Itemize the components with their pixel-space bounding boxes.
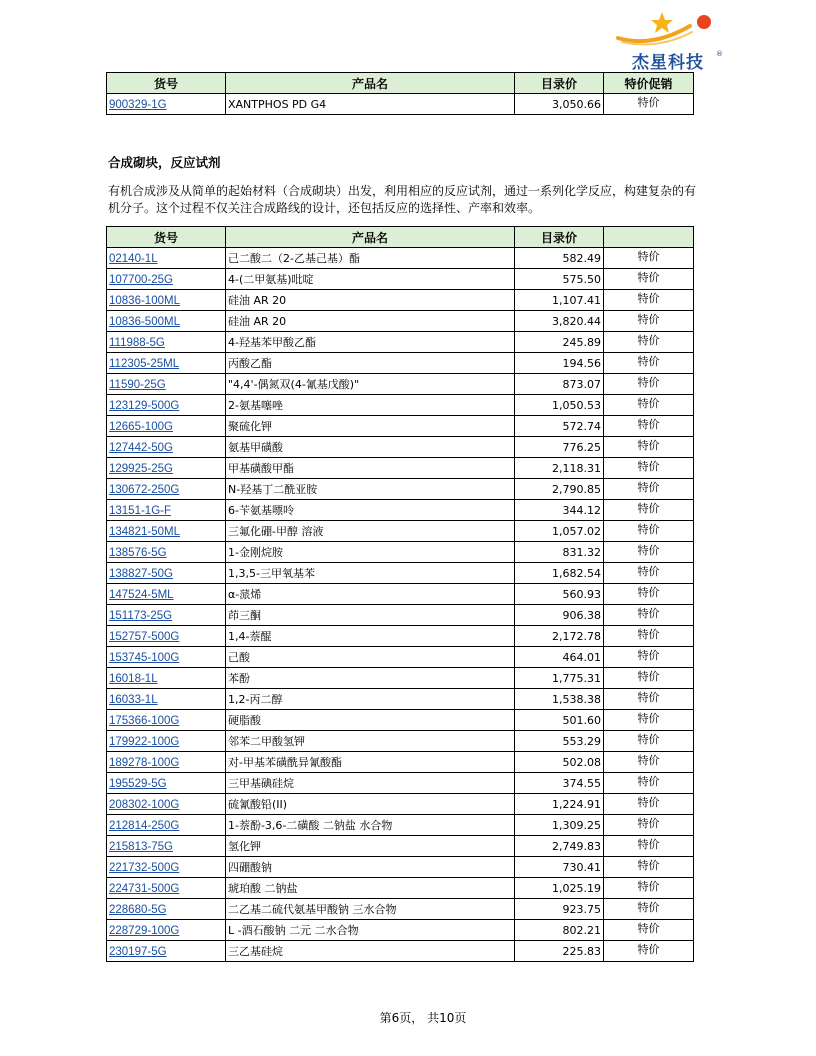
table-row: [107, 395, 694, 416]
table-row: [107, 920, 694, 941]
product-code-cell: [107, 479, 226, 500]
product-name: 丙酸乙酯: [226, 353, 515, 374]
promo-label: 特价: [604, 542, 694, 563]
table-row: [107, 626, 694, 647]
product-name: 己二酸二（2-乙基己基）酯: [226, 248, 515, 269]
catalog-price: 572.74: [515, 416, 604, 437]
product-name: 茚三酮: [226, 605, 515, 626]
catalog-price: 560.93: [515, 584, 604, 605]
product-code-cell: [107, 689, 226, 710]
table-row: [107, 710, 694, 731]
promo-label: 特价: [604, 395, 694, 416]
catalog-price: 1,309.25: [515, 815, 604, 836]
table-row: [107, 500, 694, 521]
product-name: 氨基甲磺酸: [226, 437, 515, 458]
promo-label: 特价: [604, 878, 694, 899]
product-code-cell: [107, 374, 226, 395]
catalog-price: 344.12: [515, 500, 604, 521]
product-code-cell: [107, 353, 226, 374]
table-row: [107, 521, 694, 542]
catalog-price: 730.41: [515, 857, 604, 878]
column-header: 产品名: [226, 73, 515, 94]
product-name: 1,2-丙二醇: [226, 689, 515, 710]
product-name: 1-金刚烷胺: [226, 542, 515, 563]
product-name: XANTPHOS PD G4: [226, 94, 515, 115]
table-row: [107, 878, 694, 899]
product-name: 4-(二甲氨基)吡啶: [226, 269, 515, 290]
logo-text: 杰星科技: [632, 53, 704, 73]
promo-label: 特价: [604, 458, 694, 479]
product-name: 琥珀酸 二钠盐: [226, 878, 515, 899]
table-row: [107, 899, 694, 920]
section-description: 有机合成涉及从简单的起始材料（合成砌块）出发，利用相应的反应试剂，通过一系列化学反应，构建复杂的有机分子。这个过程不仅关注合成路线的设计，还包括反应的选择性、产率和效率。: [108, 184, 697, 215]
product-code-cell: [107, 731, 226, 752]
product-code-link[interactable]: 228680-5G: [109, 903, 167, 916]
catalog-price: 1,775.31: [515, 668, 604, 689]
product-code-link[interactable]: 147524-5ML: [109, 588, 174, 601]
catalog-price: 831.32: [515, 542, 604, 563]
promo-label: 特价: [604, 710, 694, 731]
catalog-price: 2,118.31: [515, 458, 604, 479]
product-table-top: [106, 72, 694, 115]
product-code-link[interactable]: 221732-500G: [109, 861, 180, 874]
catalog-price: 1,050.53: [515, 395, 604, 416]
column-header: 目录价: [515, 73, 604, 94]
table-row: [107, 731, 694, 752]
promo-label: 特价: [604, 311, 694, 332]
product-code-cell: [107, 500, 226, 521]
promo-label: 特价: [604, 374, 694, 395]
product-code-link[interactable]: 134821-50ML: [109, 525, 180, 538]
product-code-link[interactable]: 130672-250G: [109, 483, 180, 496]
table-row: [107, 248, 694, 269]
promo-label: 特价: [604, 752, 694, 773]
product-name: 2-氨基噻唑: [226, 395, 515, 416]
product-code-link[interactable]: 189278-100G: [109, 756, 180, 769]
product-table-main: [106, 226, 694, 962]
product-code-link[interactable]: 151173-25G: [109, 609, 173, 622]
catalog-price: 873.07: [515, 374, 604, 395]
product-name: 二乙基二硫代氨基甲酸钠 三水合物: [226, 899, 515, 920]
product-name: 三氟化硼-甲醇 溶液: [226, 521, 515, 542]
product-name: 己酸: [226, 647, 515, 668]
product-code-cell: [107, 542, 226, 563]
promo-label: 特价: [604, 647, 694, 668]
product-code-cell: [107, 437, 226, 458]
catalog-price: 906.38: [515, 605, 604, 626]
promo-label: 特价: [604, 500, 694, 521]
product-code-link[interactable]: 212814-250G: [109, 819, 180, 832]
catalog-price: 1,682.54: [515, 563, 604, 584]
promo-label: 特价: [604, 857, 694, 878]
product-code-link[interactable]: 111988-5G: [109, 336, 165, 349]
product-code-cell: [107, 290, 226, 311]
product-code-link[interactable]: 123129-500G: [109, 399, 180, 412]
product-name: N-羟基丁二酰亚胺: [226, 479, 515, 500]
product-name: 硅油 AR 20: [226, 290, 515, 311]
catalog-price: 501.60: [515, 710, 604, 731]
product-code-cell: [107, 920, 226, 941]
product-name: "4,4'-偶氮双(4-氰基戊酸)": [226, 374, 515, 395]
table-row: [107, 458, 694, 479]
product-code-cell: [107, 668, 226, 689]
promo-label: 特价: [604, 521, 694, 542]
table-row: [107, 941, 694, 962]
product-code-cell: [107, 710, 226, 731]
product-code-cell: [107, 311, 226, 332]
product-code-link[interactable]: 127442-50G: [109, 441, 173, 454]
product-code-link[interactable]: 230197-5G: [109, 945, 167, 958]
product-code-cell: [107, 752, 226, 773]
product-code-cell: [107, 521, 226, 542]
product-code-link[interactable]: 02140-1L: [109, 252, 158, 265]
product-name: 苯酚: [226, 668, 515, 689]
catalog-price: 575.50: [515, 269, 604, 290]
table-row: [107, 836, 694, 857]
product-code-cell: [107, 836, 226, 857]
table-row: [107, 332, 694, 353]
catalog-price: 1,107.41: [515, 290, 604, 311]
table-row: [107, 311, 694, 332]
catalog-price: 502.08: [515, 752, 604, 773]
product-code-link[interactable]: 215813-75G: [109, 840, 173, 853]
column-header: 货号: [107, 227, 226, 248]
promo-label: 特价: [604, 353, 694, 374]
product-code-link[interactable]: 16018-1L: [109, 672, 158, 685]
catalog-price: 553.29: [515, 731, 604, 752]
table-row: [107, 857, 694, 878]
table-row: [107, 374, 694, 395]
promo-label: 特价: [604, 248, 694, 269]
product-code-link[interactable]: 224731-500G: [109, 882, 180, 895]
product-code-link[interactable]: 152757-500G: [109, 630, 180, 643]
company-logo: [612, 8, 724, 73]
product-name: L -酒石酸钠 二元 二水合物: [226, 920, 515, 941]
product-name: 硫氰酸铅(II): [226, 794, 515, 815]
catalog-price: 802.21: [515, 920, 604, 941]
product-name: 4-羟基苯甲酸乙酯: [226, 332, 515, 353]
promo-label: 特价: [604, 815, 694, 836]
product-code-link[interactable]: 228729-100G: [109, 924, 180, 937]
product-code-cell: [107, 332, 226, 353]
catalog-price: 225.83: [515, 941, 604, 962]
product-code-cell: [107, 878, 226, 899]
product-name: 三乙基硅烷: [226, 941, 515, 962]
catalog-price: 1,057.02: [515, 521, 604, 542]
promo-label: 特价: [604, 773, 694, 794]
product-name: 硅油 AR 20: [226, 311, 515, 332]
product-code-link[interactable]: 208302-100G: [109, 798, 180, 811]
product-code-cell: [107, 815, 226, 836]
table-row: [107, 479, 694, 500]
product-code-link[interactable]: 138827-50G: [109, 567, 173, 580]
promo-label: 特价: [604, 920, 694, 941]
promo-label: 特价: [604, 94, 694, 115]
section-title: 合成砌块，反应试剂: [108, 155, 221, 170]
product-name: 聚硫化钾: [226, 416, 515, 437]
column-header: 货号: [107, 73, 226, 94]
catalog-price: 3,050.66: [515, 94, 604, 115]
promo-label: 特价: [604, 941, 694, 962]
product-code-link[interactable]: 138576-5G: [109, 546, 167, 559]
table-row: [107, 815, 694, 836]
promo-label: 特价: [604, 899, 694, 920]
promo-label: 特价: [604, 836, 694, 857]
product-name: 甲基磺酸甲酯: [226, 458, 515, 479]
catalog-price: 194.56: [515, 353, 604, 374]
column-header: 产品名: [226, 227, 515, 248]
product-code-link[interactable]: 12665-100G: [109, 420, 173, 433]
catalog-price: 464.01: [515, 647, 604, 668]
product-code-cell: [107, 458, 226, 479]
product-code-cell: [107, 794, 226, 815]
catalog-price: 245.89: [515, 332, 604, 353]
table-row: [107, 290, 694, 311]
product-code-link[interactable]: 179922-100G: [109, 735, 180, 748]
catalog-price: 1,025.19: [515, 878, 604, 899]
catalog-price: 2,172.78: [515, 626, 604, 647]
product-code-cell: [107, 94, 226, 115]
product-name: 对-甲基苯磺酰异氰酸酯: [226, 752, 515, 773]
promo-label: 特价: [604, 479, 694, 500]
table-row: [107, 584, 694, 605]
promo-label: 特价: [604, 563, 694, 584]
promo-label: 特价: [604, 269, 694, 290]
product-code-cell: [107, 605, 226, 626]
table-row: [107, 689, 694, 710]
column-header: 目录价: [515, 227, 604, 248]
logo-swoosh-icon: [612, 8, 724, 50]
product-code-link[interactable]: 129925-25G: [109, 462, 173, 475]
product-code-link[interactable]: 195529-5G: [109, 777, 167, 790]
product-code-link[interactable]: 10836-100ML: [109, 294, 180, 307]
table-row: [107, 269, 694, 290]
column-header: 特价促销: [604, 73, 694, 94]
catalog-price: 923.75: [515, 899, 604, 920]
product-code-link[interactable]: 16033-1L: [109, 693, 158, 706]
table-row: [107, 563, 694, 584]
table-row: [107, 668, 694, 689]
product-code-cell: [107, 416, 226, 437]
product-code-cell: [107, 626, 226, 647]
promo-label: 特价: [604, 290, 694, 311]
table-header-row: [107, 227, 694, 248]
product-code-cell: [107, 248, 226, 269]
registered-mark: ®: [716, 50, 723, 58]
promo-label: 特价: [604, 689, 694, 710]
product-name: 1,4-萘醌: [226, 626, 515, 647]
product-name: 1-萘酚-3,6-二磺酸 二钠盐 水合物: [226, 815, 515, 836]
product-code-cell: [107, 647, 226, 668]
promo-label: 特价: [604, 731, 694, 752]
table-row: [107, 794, 694, 815]
catalog-price: 2,749.83: [515, 836, 604, 857]
table-row: [107, 773, 694, 794]
catalog-price: 582.49: [515, 248, 604, 269]
product-name: 三甲基碘硅烷: [226, 773, 515, 794]
catalog-price: 776.25: [515, 437, 604, 458]
promo-label: 特价: [604, 416, 694, 437]
catalog-price: 1,224.91: [515, 794, 604, 815]
product-code-cell: [107, 941, 226, 962]
catalog-price: 2,790.85: [515, 479, 604, 500]
product-code-cell: [107, 899, 226, 920]
product-code-cell: [107, 773, 226, 794]
product-code-link[interactable]: 10836-500ML: [109, 315, 180, 328]
product-code-cell: [107, 395, 226, 416]
catalog-price: 374.55: [515, 773, 604, 794]
table-row: [107, 605, 694, 626]
product-code-link[interactable]: 107700-25G: [109, 273, 173, 286]
table-row: [107, 647, 694, 668]
promo-label: 特价: [604, 794, 694, 815]
catalog-price: 1,538.38: [515, 689, 604, 710]
product-code-link[interactable]: 112305-25ML: [109, 357, 180, 370]
promo-label: 特价: [604, 332, 694, 353]
product-code-cell: [107, 563, 226, 584]
product-name: α-蒎烯: [226, 584, 515, 605]
product-code-cell: [107, 269, 226, 290]
product-code-link[interactable]: 11590-25G: [109, 378, 166, 391]
table-row: [107, 752, 694, 773]
product-name: 6-苄氨基嘌呤: [226, 500, 515, 521]
table-row: [107, 416, 694, 437]
promo-label: 特价: [604, 626, 694, 647]
promo-label: 特价: [604, 584, 694, 605]
table-header-row: [107, 73, 694, 94]
table-row: [107, 437, 694, 458]
table-row: [107, 94, 694, 115]
product-name: 四硼酸钠: [226, 857, 515, 878]
product-code-link[interactable]: 13151-1G-F: [109, 504, 172, 517]
table-row: [107, 353, 694, 374]
promo-label: 特价: [604, 605, 694, 626]
product-code-link[interactable]: 153745-100G: [109, 651, 180, 664]
product-name: 1,3,5-三甲氧基苯: [226, 563, 515, 584]
promo-label: 特价: [604, 668, 694, 689]
product-code-link[interactable]: 900329-1G: [109, 98, 167, 111]
promo-label: 特价: [604, 437, 694, 458]
product-name: 邻苯二甲酸氢钾: [226, 731, 515, 752]
page-number: 第6页， 共10页: [379, 1011, 467, 1025]
product-code-link[interactable]: 175366-100G: [109, 714, 180, 727]
product-code-cell: [107, 584, 226, 605]
column-header: [604, 227, 694, 248]
product-name: 硬脂酸: [226, 710, 515, 731]
table-row: [107, 542, 694, 563]
catalog-price: 3,820.44: [515, 311, 604, 332]
product-code-cell: [107, 857, 226, 878]
product-name: 氢化钾: [226, 836, 515, 857]
